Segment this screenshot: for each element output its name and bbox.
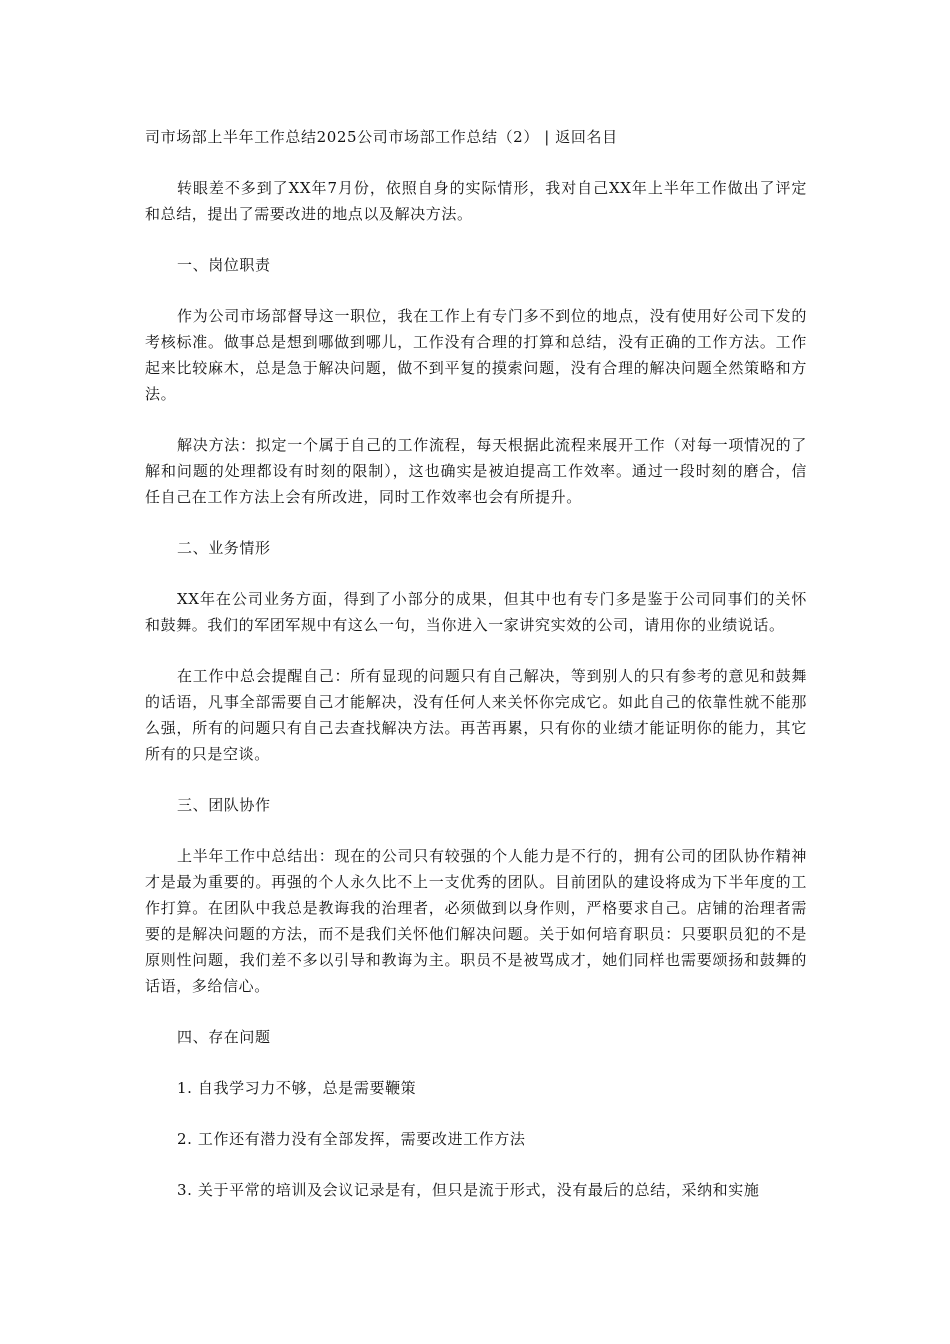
section-heading-teamwork: 三、团队协作	[177, 796, 271, 814]
problem-item-2: 2. 工作还有潜力没有全部发挥，需要改进工作方法	[177, 1130, 526, 1148]
solution-paragraph: 解决方法：拟定一个属于自己的工作流程，每天根据此流程来展开工作（对每一项情况的了解和问题的处理都设有时刻的限制），这也确实是被迫提高工作效率。通过一段时刻的磨合，信任自己在工作方法上会有所改进，同时工作效率也会有所提升。	[145, 436, 807, 506]
business-paragraph-1: XX年在公司业务方面，得到了小部分的成果，但其中也有专门多是鉴于公司同事们的关怀和鼓舞。我们的军团军规中有这么一句，当你进入一家讲究实效的公司，请用你的业绩说话。	[145, 590, 807, 634]
responsibilities-paragraph: 作为公司市场部督导这一职位，我在工作上有专门多不到位的地点，没有使用好公司下发的考核标准。做事总是想到哪做到哪儿，工作没有合理的打算和总结，没有正确的工作方法。工作起来比较麻木，总是急于解决问题，做不到平复的摸索问题，没有合理的解决问题全然策略和方法。	[145, 307, 807, 403]
section-heading-business: 二、业务情形	[177, 539, 271, 557]
business-paragraph-2: 在工作中总会提醒自己：所有显现的问题只有自己解决，等到别人的只有参考的意见和鼓舞的话语，凡事全部需要自己才能解决，没有任何人来关怀你完成它。如此自己的依靠性就不能那么强，所有的问题只有自己去查找解决方法。再苦再累，只有你的业绩才能证明你的能力，其它所有的只是空谈。	[145, 667, 807, 763]
problem-item-1: 1. 自我学习力不够，总是需要鞭策	[177, 1079, 417, 1097]
section-heading-problems: 四、存在问题	[177, 1028, 271, 1046]
document-header: 司市场部上半年工作总结2025公司市场部工作总结（2） | 返回名目	[145, 128, 618, 146]
document-content	[145, 124, 807, 1228]
section-heading-responsibilities: 一、岗位职责	[177, 256, 271, 274]
teamwork-paragraph: 上半年工作中总结出：现在的公司只有较强的个人能力是不行的，拥有公司的团队协作精神才是最为重要的。再强的个人永久比不上一支优秀的团队。目前团队的建设将成为下半年度的工作打算。在团队中我总是教诲我的治理者，必须做到以身作则，严格要求自己。店铺的治理者需要的是解决问题的方法，而不是我们关怀他们解决问题。关于如何培育职员：只要职员犯的不是原则性问题，我们差不多以引导和教诲为主。职员不是被骂成才，她们同样也需要颂扬和鼓舞的话语，多给信心。	[145, 847, 807, 995]
intro-paragraph: 转眼差不多到了XX年7月份，依照自身的实际情形，我对自己XX年上半年工作做出了评定和总结，提出了需要改进的地点以及解决方法。	[145, 179, 807, 223]
problem-item-3: 3. 关于平常的培训及会议记录是有，但只是流于形式，没有最后的总结，采纳和实施	[177, 1181, 760, 1199]
